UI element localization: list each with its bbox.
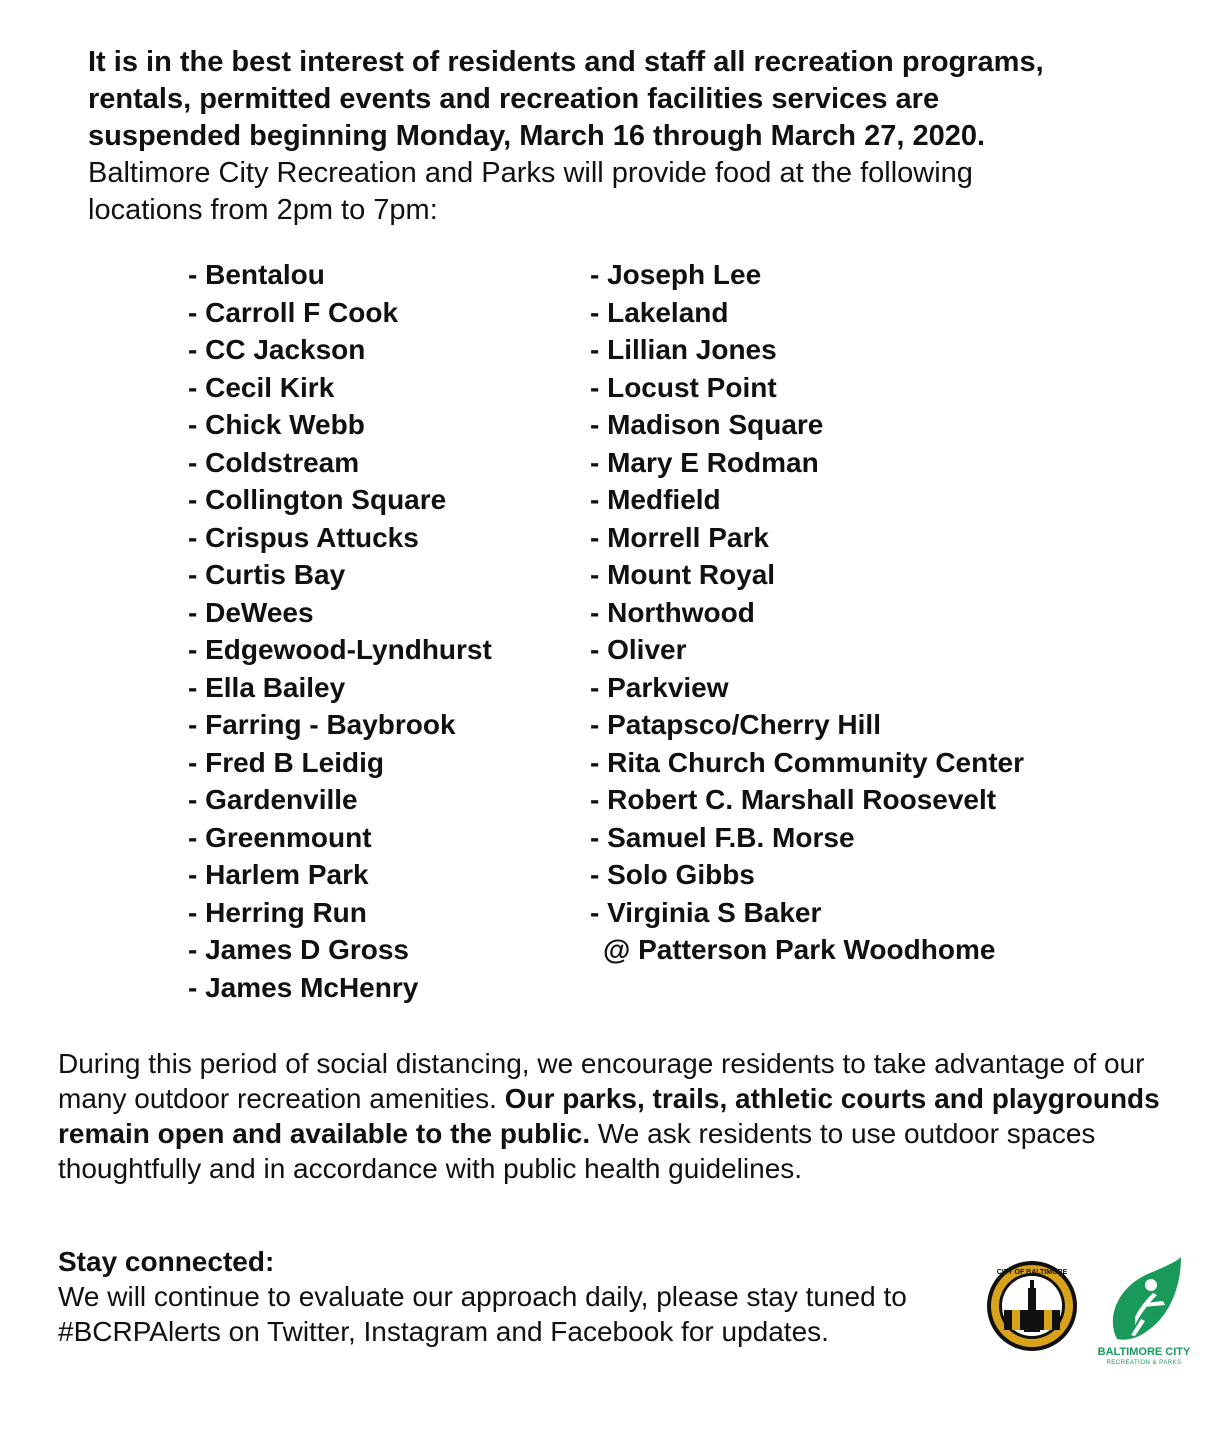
location-item: - Mount Royal (590, 559, 776, 590)
location-item: - Rita Church Community Center (590, 746, 1025, 778)
brcp-logo-name: BALTIMORE CITY (1097, 1346, 1191, 1358)
location-item: - Northwood (590, 596, 755, 628)
location-item: - Morrell Park (590, 521, 769, 553)
location-item: - Mary E Rodman (590, 446, 819, 478)
location-item: - Parkview (590, 671, 729, 703)
location-item: - Curtis Bay (188, 559, 346, 590)
location-item: - Oliver (590, 634, 687, 665)
location-item: - Fred B Leidig (188, 746, 384, 778)
location-item: - Edgewood-Lyndhurst (188, 634, 492, 665)
location-item: - Samuel F.B. Morse (590, 821, 855, 853)
location-item: - Ella Bailey (188, 671, 346, 703)
location-item: - Lakeland (590, 296, 729, 328)
distancing-bold-text: Our parks, trails, athletic courts and playgrounds remain open and available to the public. (58, 1083, 1160, 1149)
location-item: - Bentalou (188, 259, 325, 290)
stay-connected-body: We will continue to evaluate our approach daily, please stay tuned to #BCRPAlerts on Twitter, Instagram and Facebook for updates. (58, 1281, 907, 1347)
intro-notice (88, 44, 1168, 229)
location-item: - Herring Run (188, 896, 367, 928)
social-distancing-paragraph (58, 1046, 1178, 1186)
location-item: - Coldstream (188, 446, 360, 478)
location-item: - CC Jackson (188, 334, 366, 365)
location-item: - Gardenville (188, 784, 358, 815)
locations-right-column (590, 256, 1190, 969)
location-item: - Virginia S Baker (590, 896, 822, 928)
stay-connected-section (58, 1244, 978, 1349)
location-item-continuation: @ Patterson Park Woodhome (603, 934, 996, 965)
location-item: - Madison Square (590, 409, 824, 440)
location-item: - Lillian Jones (590, 334, 777, 365)
brcp-logo-subtitle: RECREATION & PARKS (1106, 1360, 1182, 1366)
location-item: - James D Gross (188, 934, 409, 965)
location-item: - Crispus Attucks (188, 521, 419, 553)
location-item: - Robert C. Marshall Roosevelt (590, 784, 997, 815)
location-item: - Collington Square (188, 484, 447, 515)
intro-bold-line: rentals, permitted events and recreation facilities services are (88, 83, 940, 115)
location-item: - DeWees (188, 596, 314, 628)
location-item: - Patapsco/Cherry Hill (590, 709, 881, 740)
seal-text: CITY OF BALTIMORE (996, 1269, 1068, 1276)
location-item: - Cecil Kirk (188, 371, 335, 403)
intro-bold-line: suspended beginning Monday, March 16 through March 27, 2020. (88, 120, 986, 152)
location-item: - James McHenry (188, 971, 419, 1003)
distancing-text: We ask residents to use outdoor spaces thoughtfully and in accordance with public health guidelines. (58, 1118, 1096, 1184)
location-item: - Medfield (590, 484, 721, 515)
intro-regular-line: Baltimore City Recreation and Parks will provide food at the following (88, 157, 973, 189)
location-item: - Carroll F Cook (188, 296, 399, 328)
locations-left-column (188, 256, 578, 1006)
location-item: - Solo Gibbs (590, 859, 755, 890)
stay-connected-heading: Stay connected: (58, 1246, 275, 1277)
location-item: - Locust Point (590, 371, 777, 403)
intro-bold-line: It is in the best interest of residents and staff all recreation programs, (88, 46, 1044, 78)
location-item: - Joseph Lee (590, 259, 762, 290)
location-item: - Chick Webb (188, 409, 365, 440)
location-item: - Greenmount (188, 821, 372, 853)
intro-regular-line: locations from 2pm to 7pm: (88, 194, 438, 226)
distancing-text: During this period of social distancing, we encourage residents to take advantage of our many outdoor recreation amenities. (58, 1048, 1145, 1114)
city-of-baltimore-seal-icon (986, 1260, 1078, 1352)
location-item: - Harlem Park (188, 859, 369, 890)
location-item: - Farring - Baybrook (188, 709, 456, 740)
